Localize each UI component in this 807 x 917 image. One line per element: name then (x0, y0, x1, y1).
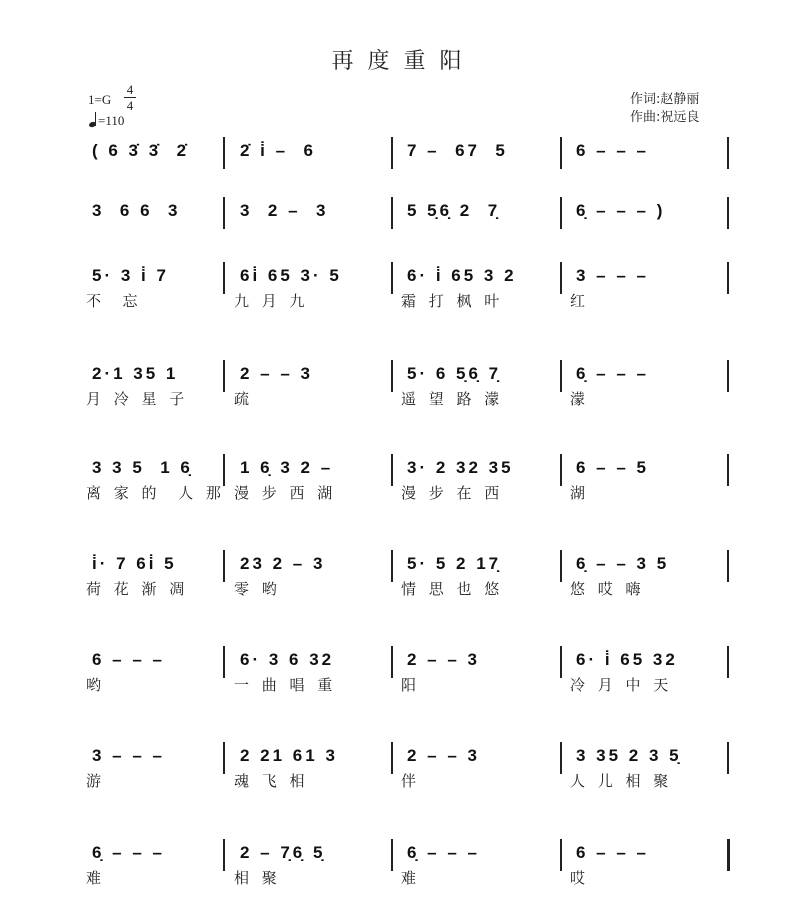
measure-notes: 6i̇ 65 3· 5 (240, 266, 342, 285)
barline (727, 454, 729, 486)
measure (86, 266, 215, 326)
barline (727, 197, 729, 229)
measure-lyrics: 哎 (570, 869, 590, 887)
score-row (0, 746, 807, 806)
measure-lyrics: 冷 月 中 天 (570, 676, 673, 694)
measure (86, 650, 215, 710)
measure-lyrics: 魂 飞 相 (234, 772, 309, 790)
barline (727, 742, 729, 774)
measure (576, 201, 719, 261)
measure (86, 458, 225, 518)
measure (86, 364, 215, 424)
measure-notes: 3 35 2 3 5̣ (576, 746, 682, 765)
measure (401, 554, 552, 614)
measure-lyrics: 月 冷 星 子 (86, 390, 189, 408)
measure (570, 554, 719, 614)
measure-lyrics: 难 (86, 869, 106, 887)
composer-credit: 作曲:祝远良 (630, 110, 700, 125)
measure-lyrics: 不 忘 (86, 292, 142, 310)
barline (223, 197, 225, 229)
measure-notes: 3 6 6 3 (92, 201, 181, 220)
measure-notes: 2̇ i̇ – 6 (240, 141, 316, 160)
barline (391, 137, 393, 169)
measure-lyrics: 悠 哎 嗨 (570, 580, 645, 598)
song-title: 再度重阳 (331, 49, 476, 74)
credits (630, 91, 699, 127)
barline (560, 197, 562, 229)
measure (234, 364, 383, 424)
score-row (0, 554, 807, 614)
barline (727, 646, 729, 678)
measure (407, 201, 552, 261)
barline (223, 137, 225, 169)
barline (391, 550, 393, 582)
measure-notes: 6̣ – – 3 5 (576, 554, 670, 573)
barline (223, 742, 225, 774)
measure (570, 746, 719, 806)
barline (223, 360, 225, 392)
measure (570, 266, 719, 326)
measure-lyrics: 游 (86, 772, 106, 790)
measure-notes: 2 – – 3 (240, 364, 313, 383)
measure (234, 554, 383, 614)
barline (560, 646, 562, 678)
measure-lyrics: 九 月 九 (234, 292, 309, 310)
time-signature-bottom: 4 (126, 98, 134, 113)
measure-lyrics: 情 思 也 悠 (401, 580, 504, 598)
barline (391, 742, 393, 774)
measure-notes: 5 5̣6̣ 2 7̣ (407, 201, 501, 220)
measure-lyrics: 湖 (570, 484, 590, 502)
measure-lyrics: 霜 打 枫 叶 (401, 292, 504, 310)
score-row (0, 364, 807, 424)
measure-notes: 6̣ – – – (407, 843, 480, 862)
barline (391, 197, 393, 229)
measure (401, 843, 552, 903)
measure-lyrics: 漫 步 在 西 (401, 484, 504, 502)
measure (401, 458, 552, 518)
score-row (0, 141, 807, 201)
measure (570, 364, 719, 424)
score-row (0, 458, 807, 518)
measure-notes: 3 3 5 1 6̣ (92, 458, 193, 477)
barline (560, 742, 562, 774)
measure (86, 554, 215, 614)
score-row (0, 650, 807, 710)
barline (391, 262, 393, 294)
measure (234, 843, 383, 903)
barline (560, 262, 562, 294)
measure-lyrics: 难 (401, 869, 421, 887)
measure-notes: 6̣ – – – ) (576, 201, 666, 220)
final-barline (727, 839, 730, 871)
barline (391, 839, 393, 871)
measure-lyrics: 疏 (234, 390, 254, 408)
measure-lyrics: 红 (570, 292, 590, 310)
measure-notes: 6̣ – – – (92, 843, 165, 862)
measure-notes: 6 – – 5 (576, 458, 649, 477)
measure-lyrics: 离 家 的 人 那 (86, 484, 225, 502)
measure (92, 201, 215, 261)
measure-notes: 23 2 – 3 (240, 554, 326, 573)
measure (401, 650, 552, 710)
measure-lyrics: 零 哟 (234, 580, 281, 598)
measure (576, 141, 719, 201)
measure (240, 141, 383, 201)
measure (240, 201, 383, 261)
lyricist-credit: 作词:赵静丽 (630, 92, 700, 107)
measure-notes: 5· 3 i̇ 7 (92, 266, 169, 285)
barline (727, 550, 729, 582)
measure (92, 141, 215, 201)
measure (407, 141, 552, 201)
measure-notes: i̇· 7 6i̇ 5 (92, 554, 177, 573)
barline (560, 454, 562, 486)
measure-notes: 6 – – – (92, 650, 165, 669)
barline (223, 839, 225, 871)
measure (401, 746, 552, 806)
measure-notes: 3 – – – (92, 746, 165, 765)
key-signature: 1=G (88, 92, 112, 107)
measure-lyrics: 人 儿 相 聚 (570, 772, 673, 790)
measure-notes: 6 – – – (576, 141, 649, 160)
measure-notes: 2 21 61 3 (240, 746, 338, 765)
measure-lyrics: 一 曲 唱 重 (234, 676, 337, 694)
measure-notes: 6· i̇ 65 3 2 (407, 266, 517, 285)
barline (560, 839, 562, 871)
measure-notes: 3 2 – 3 (240, 201, 329, 220)
measure-notes: 2 – 7̣6̣ 5̣ (240, 843, 326, 862)
measure-notes: 2 – – 3 (407, 746, 480, 765)
measure-notes: 7 – 67 5 (407, 141, 508, 160)
measure-notes: 6 – – – (576, 843, 649, 862)
measure-notes: 5· 6 5̣6̣ 7̣ (407, 364, 502, 383)
barline (560, 360, 562, 392)
barline (391, 454, 393, 486)
barline (223, 550, 225, 582)
score-row (0, 843, 807, 903)
measure (401, 364, 552, 424)
barline (727, 360, 729, 392)
measure-notes: ( 6 3̇ 3̇ 2̇ (92, 141, 190, 160)
measure (401, 266, 552, 326)
barline (223, 646, 225, 678)
measure-notes: 5· 5 2 17̣ (407, 554, 502, 573)
measure-lyrics: 濛 (570, 390, 590, 408)
measure-notes: 1 6̣ 3 2 – (240, 458, 334, 477)
measure (570, 458, 719, 518)
time-signature-top: 4 (126, 82, 134, 97)
measure-lyrics: 荷 花 渐 凋 (86, 580, 189, 598)
measure-notes: 2 – – 3 (407, 650, 480, 669)
barline (727, 262, 729, 294)
tempo-marking (88, 112, 124, 129)
measure (570, 650, 719, 710)
measure (234, 266, 383, 326)
barline (391, 646, 393, 678)
barline (560, 550, 562, 582)
measure-notes: 3 – – – (576, 266, 649, 285)
measure-lyrics: 伴 (401, 772, 421, 790)
quarter-note-icon (88, 112, 98, 128)
measure-lyrics: 阳 (401, 676, 421, 694)
measure (86, 746, 215, 806)
measure (86, 843, 215, 903)
barline (223, 262, 225, 294)
measure-lyrics: 遥 望 路 濛 (401, 390, 504, 408)
measure-notes: 6· i̇ 65 32 (576, 650, 678, 669)
measure-notes: 6· 3 6 32 (240, 650, 335, 669)
measure-lyrics: 漫 步 西 湖 (234, 484, 337, 502)
measure (570, 843, 719, 903)
measure-notes: 3· 2 32 35 (407, 458, 514, 477)
barline (560, 137, 562, 169)
measure (234, 746, 383, 806)
score-row (0, 266, 807, 326)
measure-lyrics: 相 聚 (234, 869, 281, 887)
barline (391, 360, 393, 392)
measure (234, 458, 383, 518)
measure-notes: 6̣ – – – (576, 364, 649, 383)
score-row (0, 201, 807, 261)
measure-lyrics: 哟 (86, 676, 106, 694)
tempo-value: =110 (98, 113, 125, 128)
measure-notes: 2·1 35 1 (92, 364, 179, 383)
measure (234, 650, 383, 710)
time-signature (124, 82, 136, 113)
barline (727, 137, 729, 169)
